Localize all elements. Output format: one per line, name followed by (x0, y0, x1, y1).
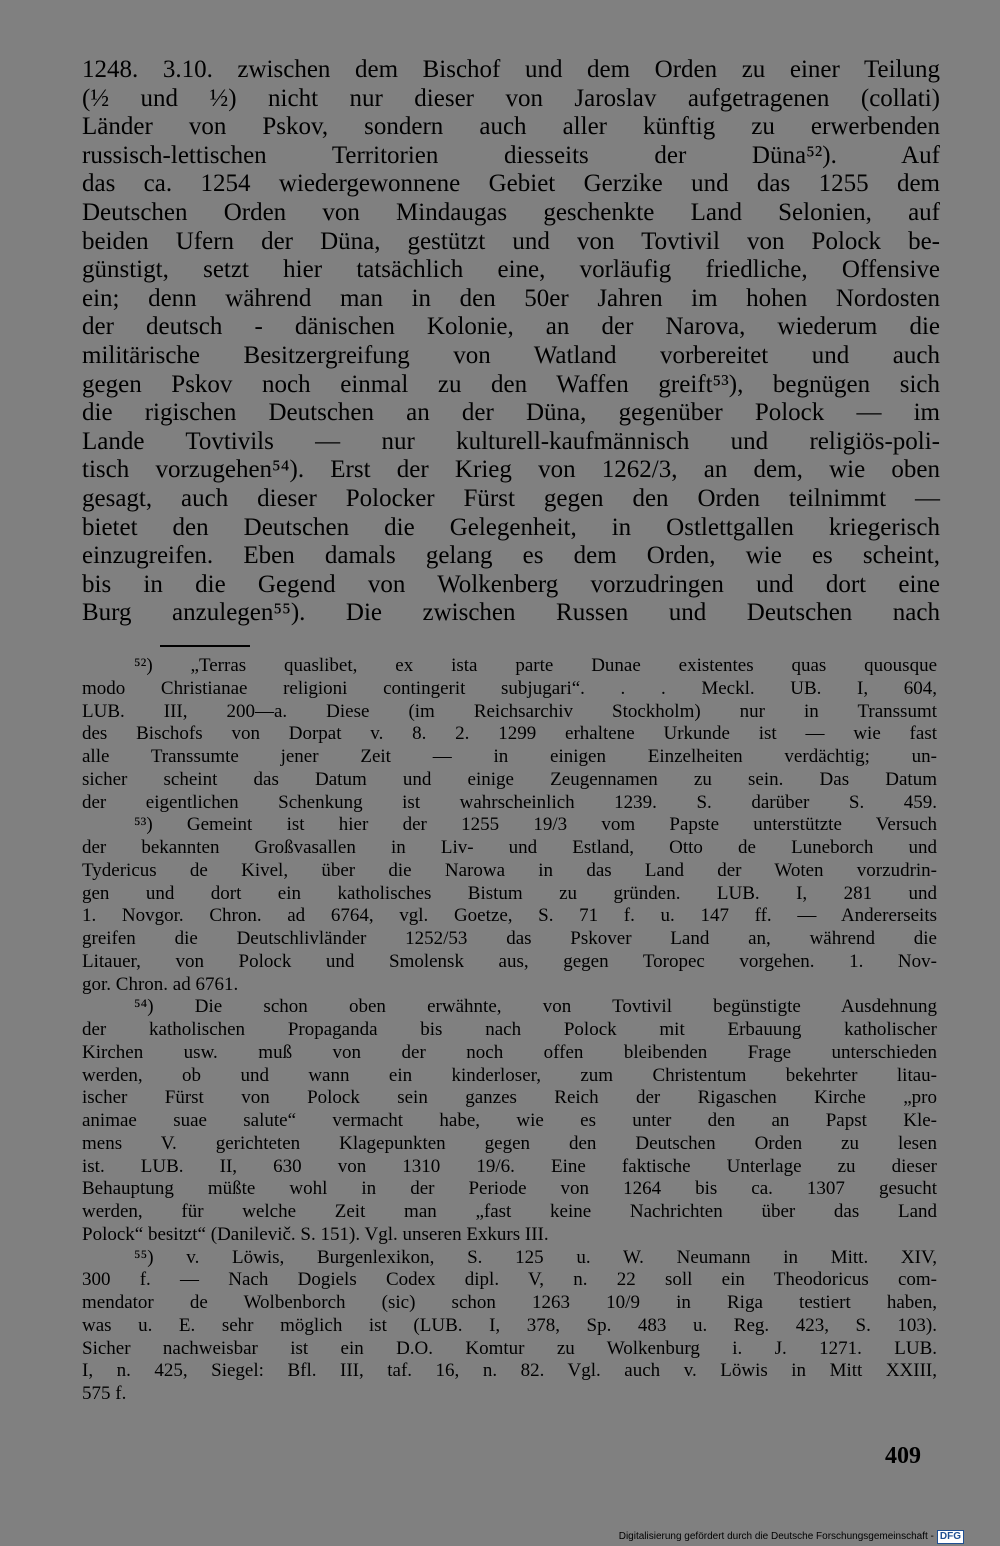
body-text-line: Lande Tovtivils — nur kulturell-kaufmännisch und religiös-poli- (82, 427, 940, 455)
body-text-line: Burg anzulegen⁵⁵). Die zwischen Russen und Deutschen nach (82, 599, 940, 627)
body-text-line: Länder von Pskov, sondern auch aller künftig zu erwerbenden (82, 113, 940, 141)
footnote-line: der katholischen Propaganda bis nach Polock mit Erbauung katholischer (82, 1019, 937, 1040)
footnote-line: mens V. gerichteten Klagepunkten gegen den Deutschen Orden zu lesen (82, 1132, 937, 1154)
body-text (82, 56, 940, 628)
footnote-line: alle Transsumte jener Zeit — in einigen Einzelheiten verdächtig; un- (82, 746, 937, 767)
body-text-line: gesagt, auch dieser Polocker Fürst gegen den Orden teilnimmt — (82, 484, 940, 512)
body-text-line: beiden Ufern der Düna, gestützt und von Tovtivil von Polock be- (82, 227, 940, 255)
footnote-line: Behauptung müßte wohl in der Periode von 1264 bis ca. 1307 gesucht (82, 1178, 937, 1200)
body-text-line: militärische Besitzergreifung von Watland vorbereitet und auch (82, 341, 940, 369)
footnote-line: gor. Chron. ad 6761. (82, 973, 239, 995)
footnote-line: sicher scheint das Datum und einige Zeugennamen zu sein. Das Datum (82, 768, 937, 790)
body-text-line: ein; denn während man in den 50er Jahren im hohen Nordosten (82, 284, 940, 312)
footnote-line: greifen die Deutschlivländer 1252/53 das Pskover Land an, während die (82, 928, 937, 949)
digitization-credit (619, 1529, 964, 1545)
footnotes (82, 655, 937, 1406)
footnote-line: der bekannten Großvasallen in Liv- und Estland, Otto de Luneborch und (82, 837, 937, 858)
footnote-line: Litauer, von Polock und Smolensk aus, gegen Toropec vorgehen. 1. Nov- (82, 950, 937, 972)
body-text-line: der deutsch - dänischen Kolonie, an der Narova, wiederum die (82, 313, 940, 341)
footnote-line: gen und dort ein katholisches Bistum zu gründen. LUB. I, 281 und (82, 882, 937, 904)
body-text-line: das ca. 1254 wiedergewonnene Gebiet Gerzike und das 1255 dem (82, 170, 940, 198)
body-text-line: russisch-lettischen Territorien diesseits der Düna⁵²). Auf (82, 141, 940, 169)
footnote-line: I, n. 425, Siegel: Bfl. III, taf. 16, n. 82. Vgl. auch v. Löwis in Mitt XXIII, (82, 1360, 937, 1382)
body-text-line: bis in die Gegend von Wolkenberg vorzudringen und dort eine (82, 570, 940, 598)
footnote-line: des Bischofs von Dorpat v. 8. 2. 1299 erhaltene Urkunde ist — wie fast (82, 723, 937, 745)
footnote-line: werden, für welche Zeit man „fast keine Nachrichten über das Land (82, 1201, 937, 1222)
footnote-line: der eigentlichen Schenkung ist wahrscheinlich 1239. S. darüber S. 459. (82, 791, 937, 813)
page-number: 409 (885, 1443, 921, 1469)
body-text-line: gegen Pskov noch einmal zu den Waffen greift⁵³), begnügen sich (82, 370, 940, 398)
footnote-line: was u. E. sehr möglich ist (LUB. I, 378, Sp. 483 u. Reg. 423, S. 103). (82, 1314, 937, 1336)
footnote-line: modo Christianae religioni contingerit subjugari“. . . Meckl. UB. I, 604, (82, 677, 937, 699)
body-text-line: einzugreifen. Eben damals gelang es dem Orden, wie es scheint, (82, 542, 940, 570)
footnote-line: mendator de Wolbenborch (sic) schon 1263 10/9 in Riga testiert haben, (82, 1292, 937, 1313)
body-text-line: 1248. 3.10. zwischen dem Bischof und dem Orden zu einer Teilung (82, 56, 940, 83)
footnote-line: ist. LUB. II, 630 von 1310 19/6. Eine faktische Unterlage zu dieser (82, 1155, 937, 1177)
body-text-line: günstigt, setzt hier tatsächlich eine, vorläufig friedliche, Offensive (82, 256, 940, 284)
footnote-line: ischer Fürst von Polock sein ganzes Reich der Rigaschen Kirche „pro (82, 1087, 937, 1109)
body-text-line: tisch vorzugehen⁵⁴). Erst der Krieg von 1262/3, an dem, wie oben (82, 456, 940, 484)
body-text-line: (½ und ½) nicht nur dieser von Jaroslav aufgetragenen (collati) (82, 84, 940, 112)
footnote-line: Polock“ besitzt“ (Danilevič. S. 151). Vgl. unseren Exkurs III. (82, 1223, 549, 1245)
credit-text: Digitalisierung gefördert durch die Deutsche Forschungsgemeinschaft - (618, 1531, 934, 1542)
footnote-line: ⁵²) „Terras quaslibet, ex ista parte Dunae existentes quas quousque (134, 655, 937, 676)
body-text-line: die rigischen Deutschen an der Düna, gegenüber Polock — im (82, 399, 940, 427)
footnote-line: Kirchen usw. muß von der noch offen bleibenden Frage unterschieden (82, 1041, 937, 1063)
footnote-line: animae suae salute“ vermacht habe, wie es unter den an Papst Kle- (82, 1110, 937, 1131)
body-text-line: Deutschen Orden von Mindaugas geschenkte Land Selonien, auf (82, 198, 940, 226)
footnote-line: ⁵³) Gemeint ist hier der 1255 19/3 vom Papste unterstützte Versuch (134, 814, 937, 836)
body-text-line: bietet den Deutschen die Gelegenheit, in Ostlettgallen kriegerisch (82, 513, 940, 541)
dfg-logo: DFG (937, 1530, 964, 1544)
footnote-line: 300 f. — Nach Dogiels Codex dipl. V, n. 22 soll ein Theodoricus com- (82, 1269, 937, 1291)
footnote-line: ⁵⁵) v. Löwis, Burgenlexikon, S. 125 u. W. Neumann in Mitt. XIV, (134, 1246, 937, 1268)
footnote-line: ⁵⁴) Die schon oben erwähnte, von Tovtivil begünstigte Ausdehnung (134, 996, 937, 1018)
footnote-line: 1. Novgor. Chron. ad 6764, vgl. Goetze, S. 71 f. u. 147 ff. — Andererseits (82, 905, 937, 927)
footnote-line: 575 f. (82, 1383, 127, 1404)
footnote-separator (160, 645, 250, 647)
footnote-line: werden, ob und wann ein kinderloser, zum Christentum bekehrter litau- (82, 1064, 937, 1086)
footnote-line: Tydericus de Kivel, über die Narowa in das Land der Woten vorzudrin- (82, 859, 937, 881)
footnote-line: Sicher nachweisbar ist ein D.O. Komtur zu Wolkenburg i. J. 1271. LUB. (82, 1337, 937, 1359)
footnote-line: LUB. III, 200—a. Diese (im Reichsarchiv Stockholm) nur in Transsumt (82, 700, 937, 722)
